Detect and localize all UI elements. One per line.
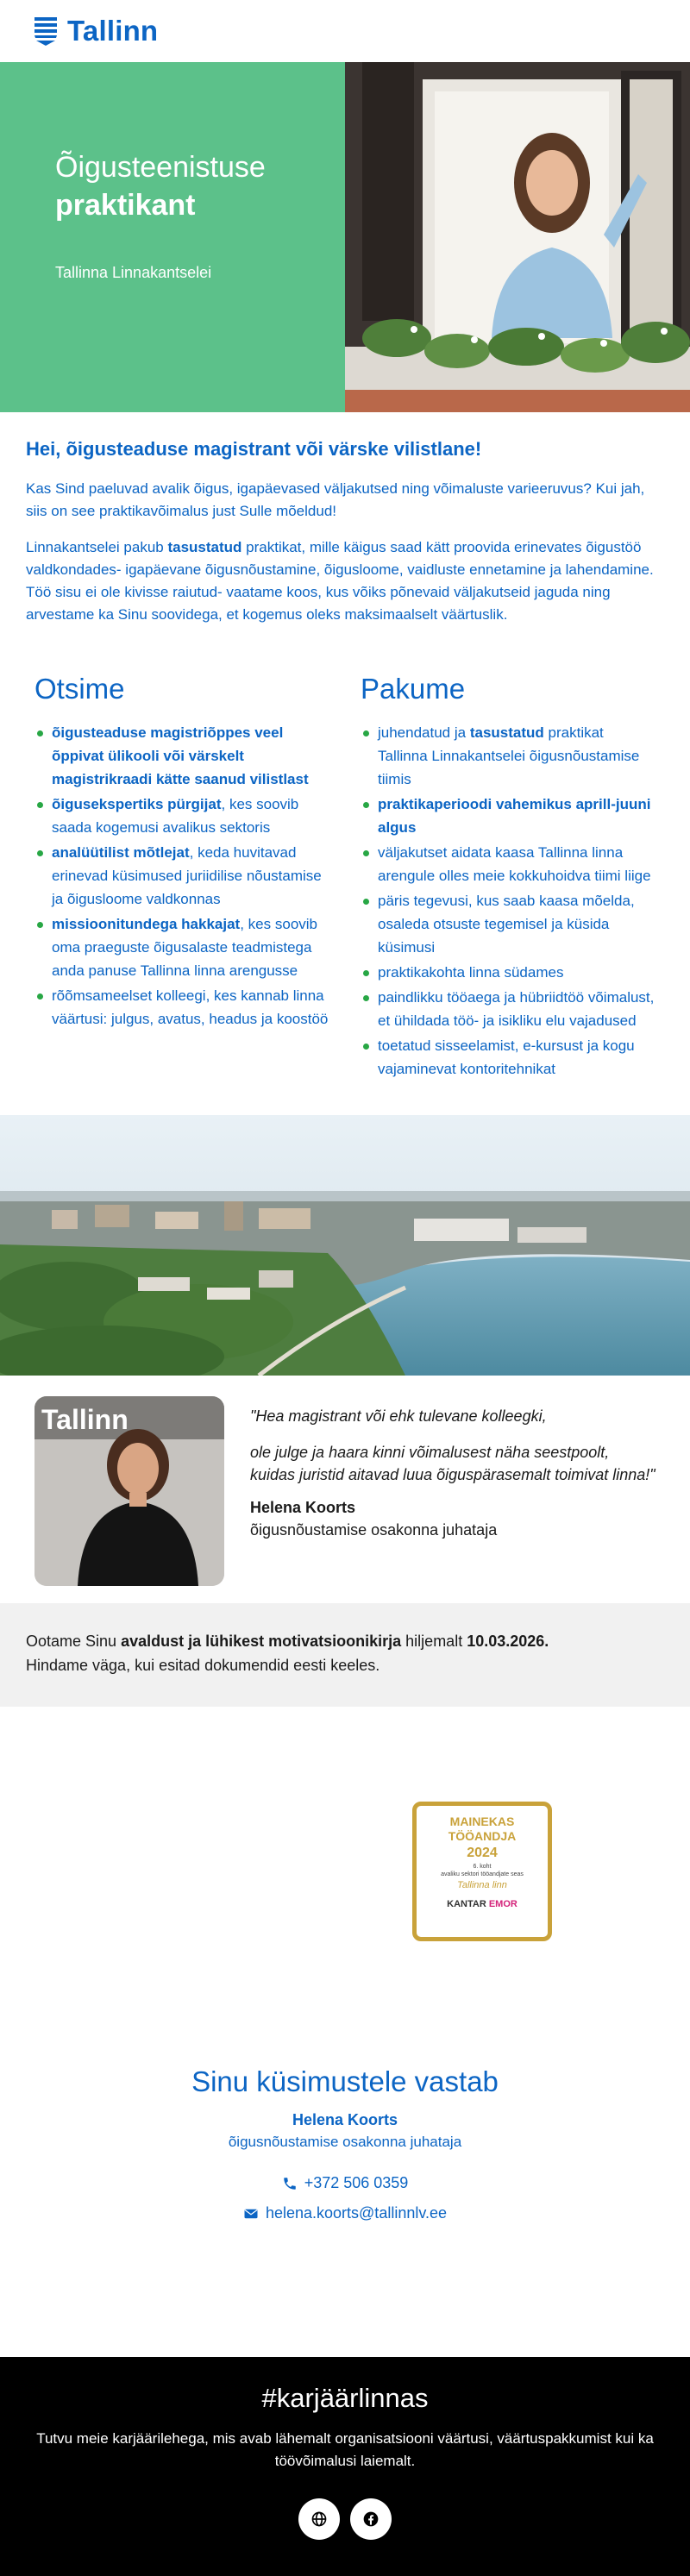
quote-section xyxy=(0,1376,690,1603)
intro-paragraph-1: Kas Sind paeluvad avalik õigus, igapäevased väljakutsed ning võimaluste varieeruvus? Kui jah, siis on see praktikavõimalus just Sulle mõeldud! xyxy=(26,480,645,519)
list-item: väljakutset aidata kaasa Tallinna linna arengule olles meie kokkuhoidva tiimi liige xyxy=(361,841,656,887)
hero xyxy=(0,62,690,412)
list-item: missioonitundega hakkajat, kes soovib oma praeguste õigusalaste teadmistega anda panuse Tallinna linna arengusse xyxy=(34,912,329,982)
tallinn-logo[interactable] xyxy=(33,15,158,47)
list-item: päris tegevusi, kus saab kaasa mõelda, osaleda otsuste tegemisel ja küsida küsimusi xyxy=(361,889,656,959)
offering-column xyxy=(361,673,656,1082)
intro-paragraph-2: Linnakantselei pakub tasustatud praktikat, mille käigus saad kätt proovida erinevates õigustöö valdkondades- igapäevane õigusnõustamine, õigusloome, vaidluste ennetamine ja lahendamine. Töö sisu ei ole kivisse raiutud- vaatame koos, kus võiks põnevaid väljakutseid jaguda ning arvestame ka Sinu soovidega, et kogemus oleks maksimaalselt väärtuslik. xyxy=(26,539,654,623)
quote-line-1: "Hea magistrant või ehk tulevane kolleegki, xyxy=(250,1407,547,1425)
quote-author-role: õigusnõustamise osakonna juhataja xyxy=(250,1521,498,1539)
application-language-note: Hindame väga, kui esitad dokumendid eesti keeles. xyxy=(26,1657,380,1674)
list-item: rõõmsameelset kolleegi, kes kannab linna väärtusi: julgus, avatus, headus ja koostöö xyxy=(34,984,329,1031)
list-item: praktikakohta linna südames xyxy=(361,961,656,984)
list-item: toetatud sisseelamist, e-kursust ja kogu vajaminevat kontoritehnikat xyxy=(361,1034,656,1081)
header xyxy=(0,0,690,62)
facebook-link-button[interactable] xyxy=(350,2498,392,2540)
list-item: õigusekspertiks pürgijat, kes soovib saada kogemusi avalikus sektoris xyxy=(34,793,329,839)
facebook-icon xyxy=(362,2510,380,2528)
photo-logo-text: Tallinn xyxy=(41,1404,129,1435)
portrait-illustration xyxy=(34,1396,224,1586)
intro-heading: Hei, õigusteaduse magistrant või värske vilistlane! xyxy=(26,438,482,460)
seeking-column xyxy=(34,673,329,1082)
hero-photo xyxy=(345,62,690,412)
logo-text: Tallinn xyxy=(67,15,159,47)
city-illustration xyxy=(0,1115,690,1376)
quote-text xyxy=(250,1396,656,1603)
helena-koorts-photo xyxy=(34,1396,224,1586)
footer-hashtag: #karjäärlinnas xyxy=(261,2383,429,2413)
tallinn-crest-icon xyxy=(33,16,59,47)
contact-heading: Sinu küsimustele vastab xyxy=(191,2065,499,2097)
phone-icon xyxy=(282,2176,298,2191)
list-item: õigusteaduse magistriõppes veel õppivat ülikooli või värskelt magistrikraadi kätte saanud vilistlast xyxy=(34,721,329,791)
offering-heading: Pakume xyxy=(361,673,466,705)
hero-text-panel xyxy=(0,62,345,412)
hero-organization: Tallinna Linnakantselei xyxy=(55,264,212,281)
footer-text: Tutvu meie karjäärilehega, mis avab lähemalt organisatsiooni väärtusi, väärtuspakkumist kui ka töövõimalusi laiemalt. xyxy=(36,2430,654,2469)
contact-email[interactable]: helena.koorts@tallinnlv.ee xyxy=(0,2204,690,2222)
application-info xyxy=(0,1603,690,1707)
intro-section xyxy=(0,412,690,626)
seeking-offering-section xyxy=(0,640,690,1082)
quote-line-2: ole julge ja haara kinni võimalusest näha seestpoolt, kuidas juristid aitavad luua õiguspärasemalt toimivat linna!" xyxy=(250,1444,656,1483)
footer xyxy=(0,2357,690,2576)
hero-title-line2: praktikant xyxy=(55,189,196,222)
envelope-icon xyxy=(243,2206,259,2222)
seeking-list xyxy=(34,721,329,1031)
seeking-heading: Otsime xyxy=(34,673,125,705)
website-link-button[interactable] xyxy=(298,2498,340,2540)
quote-author-name: Helena Koorts xyxy=(250,1499,356,1516)
globe-icon xyxy=(310,2510,328,2528)
city-photo xyxy=(0,1115,690,1376)
contact-section xyxy=(0,2026,690,2341)
contact-phone[interactable]: +372 506 0359 xyxy=(0,2174,690,2192)
kantar-emor-logo: KANTAR EMOR xyxy=(447,1899,518,1909)
employer-badge-section xyxy=(0,1707,690,2026)
hero-illustration xyxy=(345,62,690,412)
hero-title-line1: Õigusteenistuse xyxy=(55,151,266,184)
list-item: paindlikku tööaega ja hübriidtöö võimalust, et ühildada töö- ja isikliku elu vajadused xyxy=(361,986,656,1032)
list-item: analüütilist mõtlejat, keda huvitavad erinevad küsimused juriidilise nõustamise ja õigusloome valdkonnas xyxy=(34,841,329,911)
reputable-employer-badge: MAINEKAS TÖÖANDJA 2024 6. koht avaliku sektori tööandjate seas Tallinna linn KANTAR EMOR xyxy=(412,1802,552,1941)
contact-role: õigusnõustamise osakonna juhataja xyxy=(228,2134,462,2150)
list-item: juhendatud ja tasustatud praktikat Tallinna Linnakantselei õigusnõustamise tiimis xyxy=(361,721,656,791)
social-links xyxy=(0,2498,690,2540)
offering-list xyxy=(361,721,656,1081)
contact-name: Helena Koorts xyxy=(292,2111,398,2128)
application-deadline: Ootame Sinu avaldust ja lühikest motivatsioonikirja hiljemalt 10.03.2026. xyxy=(26,1633,549,1650)
list-item: praktikaperioodi vahemikus aprill-juuni algus xyxy=(361,793,656,839)
